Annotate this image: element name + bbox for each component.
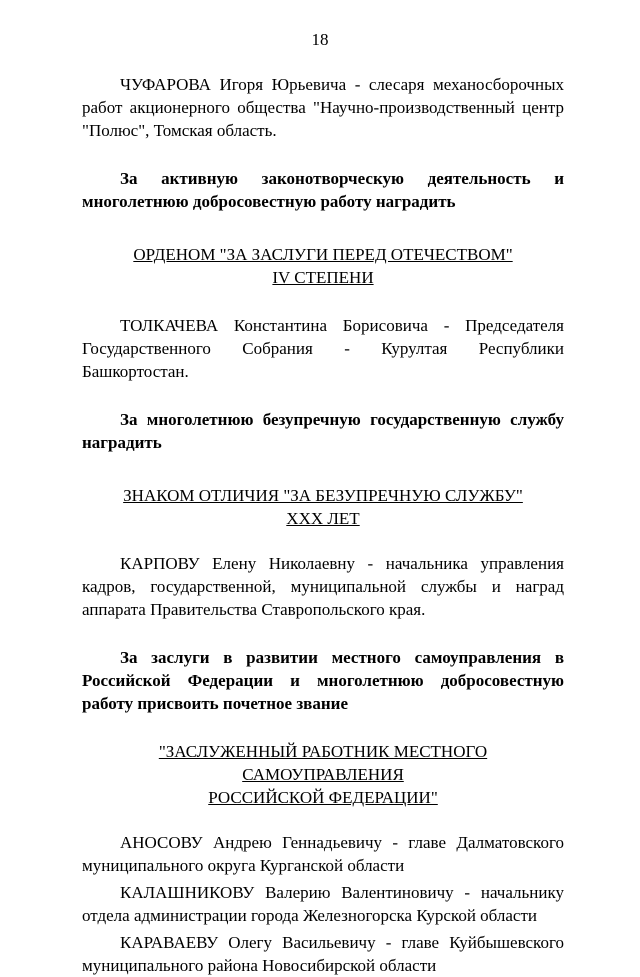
award-recipient-chufarov: ЧУФАРОВА Игоря Юрьевича - слесаря механосборочных работ акционерного общества "Научно-производственный центр "Полюс", Томская область. (82, 75, 564, 140)
award-heading-service-badge (82, 484, 564, 530)
award-recipient-tolkachev: ТОЛКАЧЕВА Константина Борисовича - Председателя Государственного Собрания - Курултая Республики Башкортостан. (82, 316, 564, 381)
award-recipient-karpova: КАРПОВУ Елену Николаевну - начальника управления кадров, государственной, муниципальной службы и наград аппарата Правительства Ставропольского края. (82, 554, 564, 619)
award-heading-line: РОССИЙСКОЙ ФЕДЕРАЦИИ" (208, 788, 438, 807)
document-body (82, 73, 564, 977)
award-reason-1: За активную законотворческую деятельность и многолетнюю добросовестную работу наградить (82, 169, 564, 211)
award-recipient-karavaev: КАРАВАЕВУ Олегу Васильевичу - главе Куйбышевского муниципального района Новосибирской области (82, 933, 564, 975)
award-reason-3: За заслуги в развитии местного самоуправления в Российской Федерации и многолетнюю добросовестную работу присвоить почетное звание (82, 648, 564, 713)
award-heading-line: ОРДЕНОМ "ЗА ЗАСЛУГИ ПЕРЕД ОТЕЧЕСТВОМ" (133, 245, 513, 264)
award-heading-line: ЗНАКОМ ОТЛИЧИЯ "ЗА БЕЗУПРЕЧНУЮ СЛУЖБУ" (123, 486, 523, 505)
award-heading-line: "ЗАСЛУЖЕННЫЙ РАБОТНИК МЕСТНОГО САМОУПРАВЛЕНИЯ (158, 742, 488, 784)
award-recipient-kalashnikov: КАЛАШНИКОВУ Валерию Валентиновичу - начальнику отдела администрации города Железногорска Курской области (82, 883, 564, 925)
award-heading-honorary-title (82, 740, 564, 809)
award-heading-line: IV СТЕПЕНИ (272, 268, 374, 287)
page-number: 18 (311, 30, 329, 49)
award-reason-2: За многолетнюю безупречную государственную службу наградить (82, 410, 564, 452)
award-recipient-anosov: АНОСОВУ Андрею Геннадьевичу - главе Далматовского муниципального округа Курганской области (82, 833, 564, 875)
award-heading-order-merit (82, 243, 564, 289)
award-heading-line: XXX ЛЕТ (286, 509, 360, 528)
